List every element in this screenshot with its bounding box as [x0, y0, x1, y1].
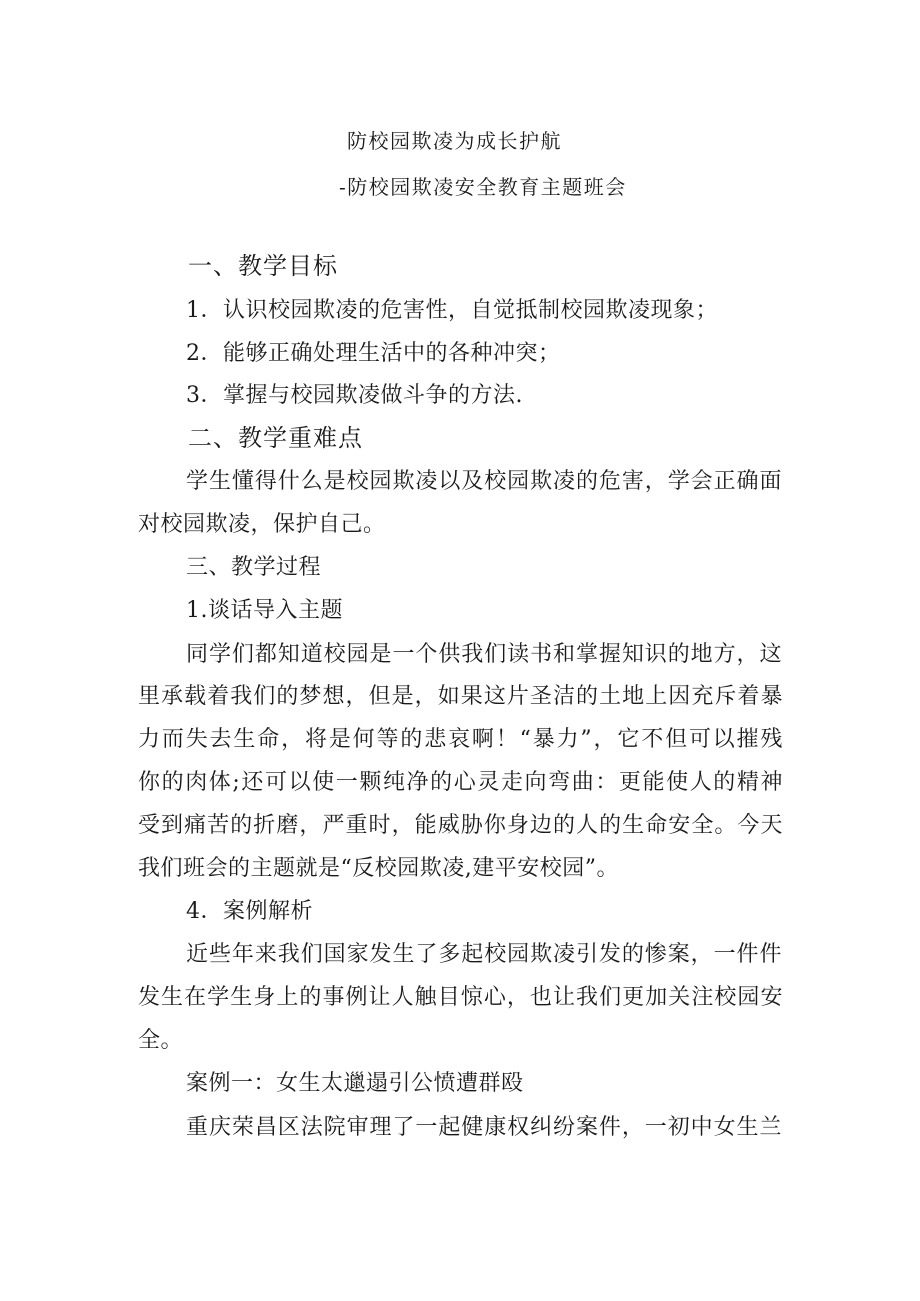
document-title: 防校园欺凌为成长护航: [347, 129, 562, 153]
objective-2: 2．能够正确处理生活中的各种冲突；: [186, 341, 561, 366]
cases-paragraph-line: 发生在学生身上的事例让人触目惊心，也让我们更加关注校园安: [138, 985, 783, 1010]
step-1-heading: 1.谈话导入主题: [186, 598, 343, 623]
keypoints-paragraph-line: 对校园欺凌，保护自己。: [138, 512, 386, 537]
step-4-heading: 4．案例解析: [186, 899, 313, 924]
objectives-heading: 一、教学目标: [188, 252, 338, 280]
case-1-paragraph-line: 重庆荣昌区法院审理了一起健康权纠纷案件，一初中女生兰: [186, 1115, 782, 1140]
intro-paragraph-line: 同学们都知道校园是一个供我们读书和掌握知识的地方，这: [186, 642, 782, 667]
process-heading: 三、教学过程: [186, 555, 322, 580]
document-subtitle: -防校园欺凌安全教育主题班会: [339, 175, 627, 199]
intro-paragraph-line: 里承载着我们的梦想，但是，如果这片圣洁的土地上因充斥着暴: [138, 684, 783, 709]
keypoints-heading: 二、教学重难点: [188, 424, 363, 452]
objective-3: 3．掌握与校园欺凌做斗争的方法.: [186, 383, 523, 408]
keypoints-paragraph-line: 学生懂得什么是校园欺凌以及校园欺凌的危害，学会正确面: [186, 469, 782, 494]
cases-paragraph-line: 近些年来我们国家发生了多起校园欺凌引发的惨案，一件件: [186, 942, 782, 967]
objective-1: 1．认识校园欺凌的危害性，自觉抵制校园欺凌现象；: [186, 298, 718, 323]
case-1-heading: 案例一：女生太邋遢引公愤遭群殴: [186, 1071, 524, 1096]
intro-paragraph-line: 受到痛苦的折磨，严重时，能威胁你身边的人的生命安全。今天: [138, 813, 783, 838]
cases-paragraph-line: 全。: [138, 1028, 184, 1053]
intro-paragraph-line: 力而失去生命，将是何等的悲哀啊！“暴力”，它不但可以摧残: [138, 727, 783, 752]
intro-paragraph-line: 你的肉体;还可以使一颗纯净的心灵走向弯曲：更能使人的精神: [138, 770, 783, 795]
intro-paragraph-line: 我们班会的主题就是“反校园欺凌,建平安校园”。: [138, 856, 619, 881]
